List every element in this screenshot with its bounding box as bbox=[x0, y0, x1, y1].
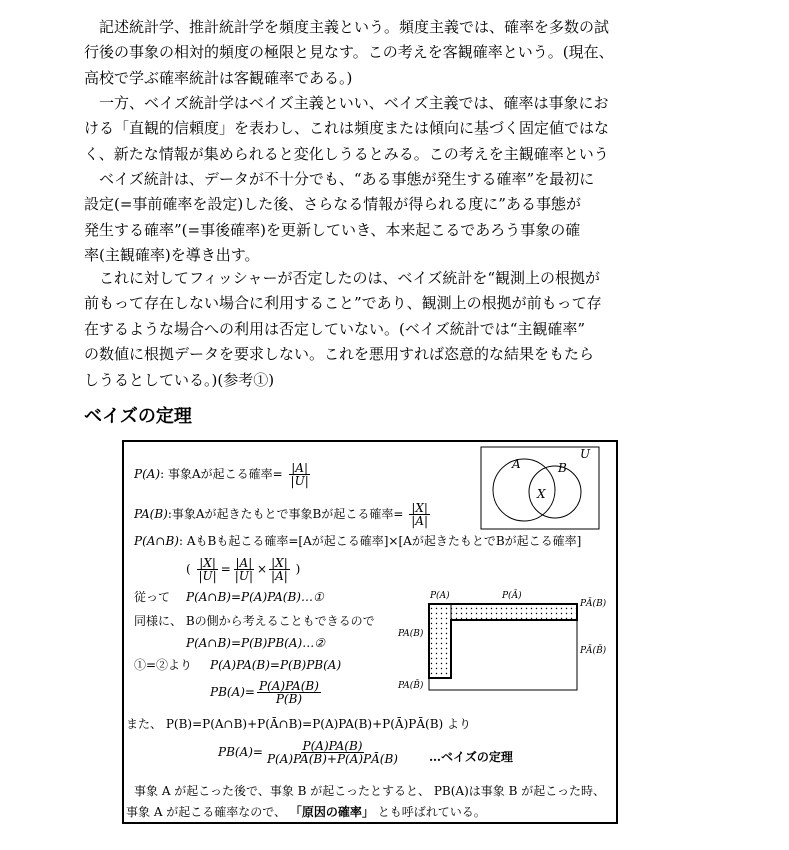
final-text-part: とも呼ばれている。 bbox=[377, 805, 486, 819]
formula-lhs: PA(B) bbox=[134, 507, 168, 521]
similarly-text: 同様に、 Bの側から考えることもできるので bbox=[134, 614, 375, 628]
label-pabarbbar: PĀ(B̄) bbox=[580, 646, 607, 656]
formula-text: : 事象Aが起こる確率= bbox=[160, 467, 283, 481]
text-line: これに対してフィッシャーが否定したのは、ベイズ統計を“観測上の根拠が bbox=[99, 269, 601, 287]
fraction bbox=[257, 680, 321, 705]
formula-pba bbox=[210, 680, 323, 705]
final-text-2 bbox=[126, 805, 486, 819]
area-diagram bbox=[394, 586, 616, 696]
fraction-num: |X| bbox=[199, 556, 216, 570]
text-line: く、新たな情報が集められると変化しうるとみる。この考えを主観確率という bbox=[84, 144, 609, 163]
label-pabbar: PA(B̄) bbox=[398, 681, 424, 691]
area-pabar-pabarb bbox=[451, 604, 577, 620]
cause-probability-term: 「原因の確率」 bbox=[289, 805, 374, 819]
fraction bbox=[289, 462, 311, 487]
bayes-theorem-box bbox=[122, 440, 618, 824]
fraction-num: |A| bbox=[291, 461, 309, 475]
equation-2: P(A∩B)=P(B)PB(A)…② bbox=[186, 636, 325, 650]
text-line: 率(主観確率)を導き出す。 bbox=[84, 246, 260, 265]
equation-1: P(A∩B)=P(A)PA(B)…① bbox=[186, 590, 324, 604]
formula-pa bbox=[134, 462, 313, 487]
text-line: 発生する確率”(=事後確率)を更新していき、本来起こるであろう事象の確 bbox=[84, 220, 581, 239]
paragraph-bayesianism bbox=[84, 91, 674, 167]
label-pabarb: PĀ(B) bbox=[580, 599, 607, 609]
text-line: 高校で学ぶ確率統計は客観確率である。) bbox=[84, 68, 353, 87]
text-line: の数値に根拠データを要求しない。これを悪用すれば恣意的な結果をもたら bbox=[84, 345, 595, 364]
text-line: ベイズ統計は、データが不十分でも、“ある事態が発生する確率”を最初に bbox=[99, 170, 595, 188]
label-pa: P(A) bbox=[430, 591, 450, 601]
formula-text: : AもBも起こる確率=[Aが起こる確率]×[Aが起きたもとでBが起こる確率] bbox=[178, 534, 582, 548]
fraction-den: |A| bbox=[411, 514, 429, 528]
bayes-formula bbox=[218, 740, 402, 765]
final-text-1: 事象 A が起こった後で、事象 B が起こったとすると、 PB(A)は事象 B が起こった時、 bbox=[134, 784, 605, 798]
fraction-num: |X| bbox=[411, 501, 428, 515]
fraction bbox=[197, 557, 219, 582]
fraction bbox=[409, 502, 430, 527]
from12-label: ①=②より bbox=[134, 658, 193, 672]
fraction-den: P(A)PA(B)+P(Ā)PĀ(B) bbox=[266, 752, 398, 766]
text-line: 記述統計学、推計統計学を頻度主義という。頻度主義では、確率を多数の試 bbox=[99, 18, 610, 36]
fraction-den: |U| bbox=[234, 569, 253, 583]
final-text-part: 事象 A が起こる確率なので、 bbox=[126, 805, 287, 819]
text-line: 在するような場合への利用は否定していない。(ベイズ統計では“主観確率” bbox=[84, 319, 586, 338]
label-u: U bbox=[580, 447, 591, 461]
fraction bbox=[265, 740, 400, 765]
fraction-num: P(A)PA(B) bbox=[302, 739, 363, 753]
fraction bbox=[233, 557, 255, 582]
bayes-label: …ベイズの定理 bbox=[429, 750, 513, 764]
fraction-den: |A| bbox=[271, 569, 288, 583]
paragraph-bayes-statistics bbox=[84, 167, 674, 269]
formula-text: :事象Aが起きたもとで事象Bが起こる確率= bbox=[167, 507, 404, 521]
formula-lhs: P(A) bbox=[134, 467, 161, 481]
area-pa-pab bbox=[429, 604, 451, 678]
formula-lhs: PB(A)= bbox=[210, 685, 255, 699]
fraction-num: |A| bbox=[235, 556, 253, 570]
paren: ( bbox=[186, 562, 191, 576]
fraction-den: P(B) bbox=[275, 692, 303, 706]
fraction-den: |U| bbox=[198, 569, 217, 583]
fraction-num: P(A)PA(B) bbox=[258, 679, 319, 693]
text-line: 前もって存在しない場合に利用すること”であり、観測上の根拠が前もって存 bbox=[84, 294, 602, 313]
label-b: B bbox=[558, 461, 567, 475]
text-line: しうるとしている。)(参考①) bbox=[84, 370, 275, 389]
formula-lhs: P(A∩B) bbox=[134, 534, 179, 548]
fraction-num: |X| bbox=[271, 556, 288, 570]
venn-diagram bbox=[480, 446, 602, 532]
formula-pab bbox=[134, 502, 432, 527]
label-pabar: P(Ā) bbox=[502, 591, 522, 601]
paragraph-frequentism bbox=[84, 15, 674, 91]
text-line: 設定(=事前確率を設定)した後、さらなる情報が得られる度に”ある事態が bbox=[84, 195, 581, 214]
label-pab: PA(B) bbox=[398, 629, 424, 639]
formula-lhs: PB(A)= bbox=[218, 745, 263, 759]
also-equation: また、 P(B)=P(A∩B)+P(Ā∩B)=P(A)PA(B)+P(Ā)PĀ(B) より bbox=[126, 717, 472, 731]
formula-pand bbox=[134, 534, 581, 548]
paragraph-fisher bbox=[84, 266, 674, 393]
equation-3: P(A)PA(B)=P(B)PB(A) bbox=[210, 658, 342, 672]
label-x: X bbox=[537, 487, 546, 501]
text-line: 一方、ベイズ統計学はベイズ主義といい、ベイズ主義では、確率は事象にお bbox=[99, 94, 609, 112]
label-a: A bbox=[512, 457, 521, 471]
fraction-den: |U| bbox=[290, 474, 309, 488]
paren: ) bbox=[295, 562, 301, 576]
therefore-label: 従って bbox=[134, 590, 171, 604]
section-heading: ベイズの定理 bbox=[84, 406, 192, 427]
formula-ratio: ( $\frac{|X|}{|U|}$ = $\frac{|A|}{|U|}$ × $\frac{|X|}{|A|}$ ) bbox=[186, 556, 301, 583]
circle-a bbox=[493, 459, 555, 521]
text-line: 行後の事象の相対的頻度の極限と見なす。この考えを客観確率という。(現在、 bbox=[84, 43, 614, 62]
text-line: ける「直観的信頼度」を表わし、これは頻度または傾向に基づく固定値ではな bbox=[84, 119, 610, 138]
fraction bbox=[269, 557, 290, 582]
